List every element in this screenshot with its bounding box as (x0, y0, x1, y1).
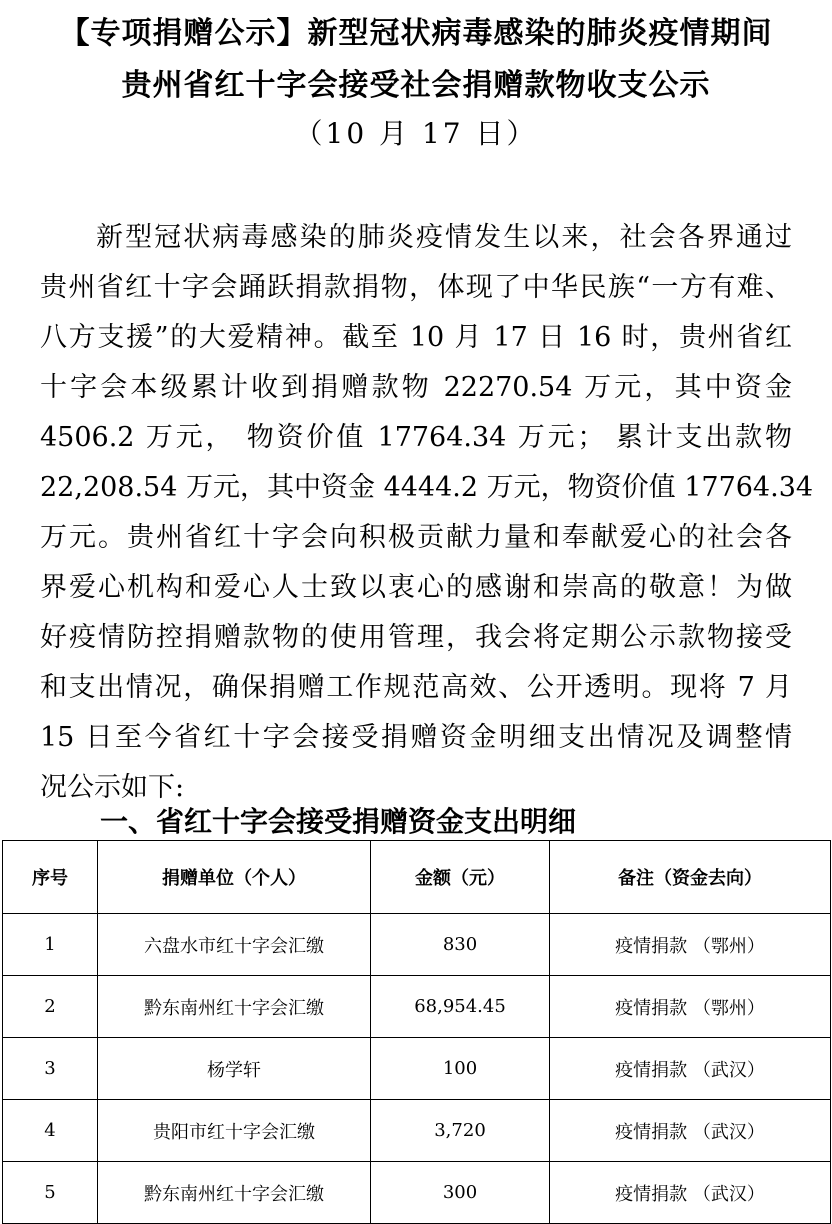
header-note: 备注（资金去向） (550, 841, 831, 914)
paragraph-line: 八方支援”的大爱精神。截至 10 月 17 日 16 时，贵州省红 (40, 322, 792, 353)
document-title-line-1: 【专项捐赠公示】新型冠状病毒感染的肺炎疫情期间 (59, 16, 773, 51)
section-heading: 一、省红十字会接受捐赠资金支出明细 (100, 805, 577, 838)
paragraph-line: 新型冠状病毒感染的肺炎疫情发生以来，社会各界通过 (96, 222, 792, 253)
intro-paragraph (40, 213, 814, 813)
cell-donor: 黔东南州红十字会汇缴 (98, 976, 371, 1038)
header-amount: 金额（元） (371, 841, 550, 914)
cell-serial: 3 (3, 1038, 98, 1100)
cell-donor: 杨学轩 (98, 1038, 371, 1100)
cell-note: 疫情捐款 （武汉） (550, 1038, 831, 1100)
cell-amount: 68,954.45 (371, 976, 550, 1038)
cell-serial: 5 (3, 1162, 98, 1224)
table-row (3, 1100, 831, 1162)
cell-amount: 100 (371, 1038, 550, 1100)
paragraph-line: 十字会本级累计收到捐赠款物 22270.54 万元，其中资金 (40, 372, 792, 403)
paragraph-line: 和支出情况，确保捐赠工作规范高效、公开透明。现将 7 月 (40, 672, 792, 703)
header-serial: 序号 (3, 841, 98, 914)
cell-amount: 300 (371, 1162, 550, 1224)
table-row (3, 914, 831, 976)
donation-table (2, 840, 831, 1224)
cell-donor: 六盘水市红十字会汇缴 (98, 914, 371, 976)
table-row (3, 1162, 831, 1224)
paragraph-line: 好疫情防控捐赠款物的使用管理，我会将定期公示款物接受 (40, 622, 792, 653)
paragraph-line: 贵州省红十字会踊跃捐款捐物，体现了中华民族“一方有难、 (40, 272, 792, 303)
cell-note: 疫情捐款 （武汉） (550, 1162, 831, 1224)
paragraph-line: 界爱心机构和爱心人士致以衷心的感谢和崇高的敬意！为做 (40, 572, 792, 603)
cell-note: 疫情捐款 （武汉） (550, 1100, 831, 1162)
paragraph-line: 4506.2 万元， 物资价值 17764.34 万元； 累计支出款物 (40, 422, 792, 453)
paragraph-line: 15 日至今省红十字会接受捐赠资金明细支出情况及调整情 (40, 722, 792, 753)
document-title-line-2: 贵州省红十字会接受社会捐赠款物收支公示 (121, 68, 711, 103)
cell-serial: 4 (3, 1100, 98, 1162)
cell-serial: 2 (3, 976, 98, 1038)
cell-donor: 黔东南州红十字会汇缴 (98, 1162, 371, 1224)
cell-amount: 830 (371, 914, 550, 976)
table-header-row (3, 841, 831, 914)
document-date: （10 月 17 日） (294, 117, 538, 150)
table-row (3, 1038, 831, 1100)
paragraph-line: 万元。贵州省红十字会向积极贡献力量和奉献爱心的社会各 (40, 522, 792, 553)
cell-note: 疫情捐款 （鄂州） (550, 914, 831, 976)
paragraph-line: 况公示如下: (40, 772, 185, 803)
table-row (3, 976, 831, 1038)
cell-serial: 1 (3, 914, 98, 976)
cell-note: 疫情捐款 （鄂州） (550, 976, 831, 1038)
header-donor: 捐赠单位（个人） (98, 841, 371, 914)
cell-amount: 3,720 (371, 1100, 550, 1162)
paragraph-line: 22,208.54 万元，其中资金 4444.2 万元，物资价值 17764.34 (40, 472, 814, 503)
cell-donor: 贵阳市红十字会汇缴 (98, 1100, 371, 1162)
